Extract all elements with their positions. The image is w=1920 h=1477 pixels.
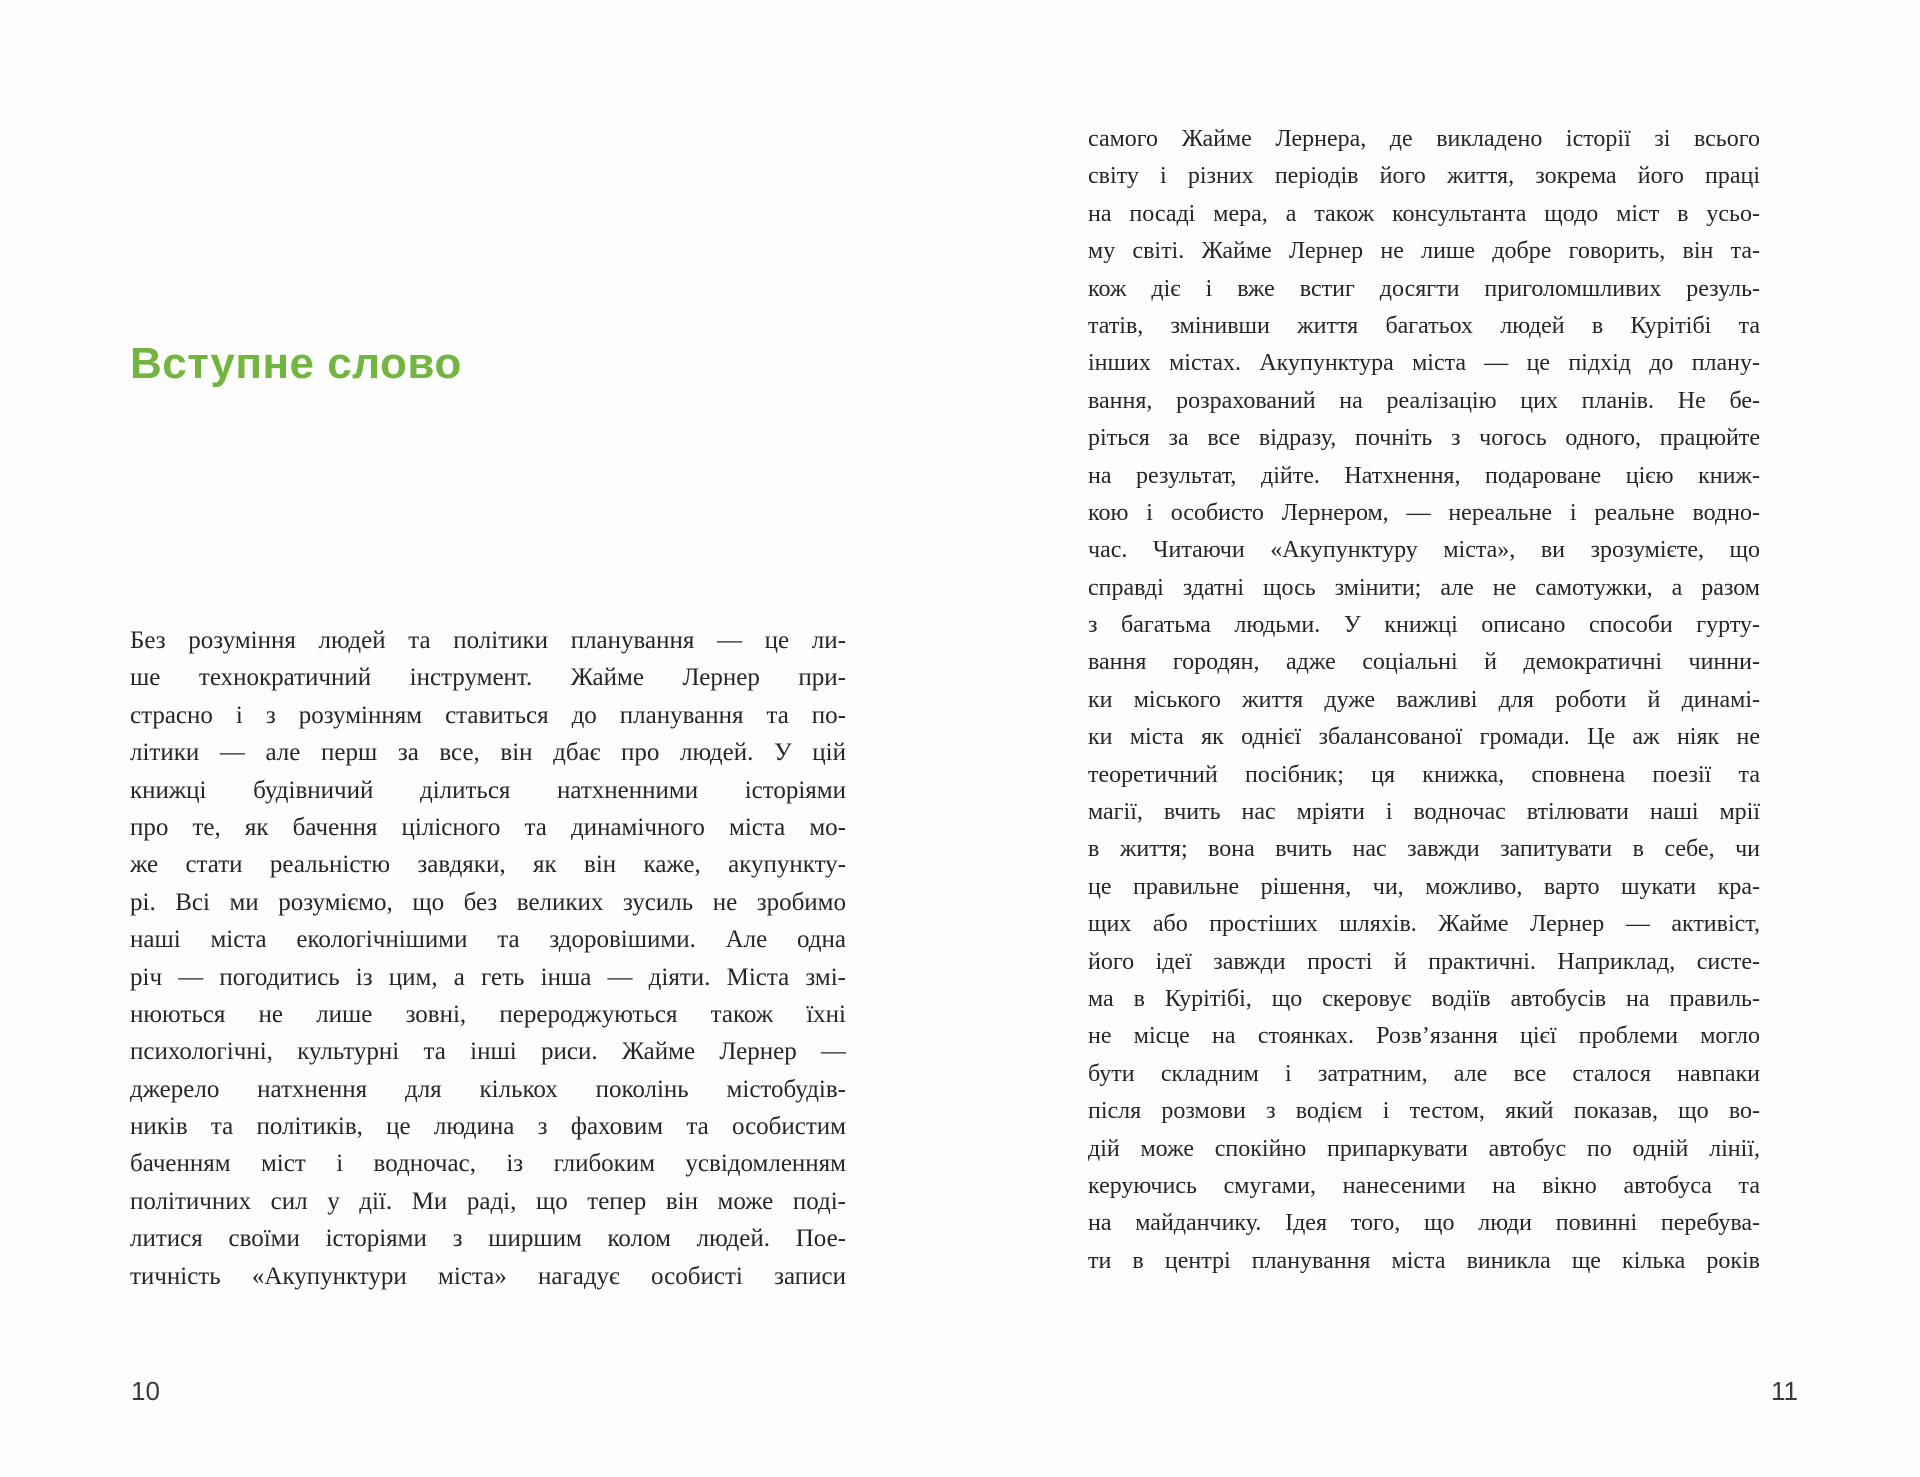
text-line: річ — погодитись із цим, а геть інша — діяти. Міста змі-: [130, 963, 846, 991]
text-line: на майданчику. Ідея того, що люди повинні перебува-: [1088, 1210, 1760, 1237]
text-line: не місце на стоянках. Розв’язання цієї проблеми могло: [1088, 1023, 1760, 1050]
text-line: ріться за все відразу, почніть з чогось одного, працюйте: [1088, 425, 1760, 452]
text-line: му світі. Жайме Лернер не лише добре говорить, він та-: [1088, 238, 1760, 265]
text-line: нюються не лише зовні, перероджуються також їхні: [130, 1000, 846, 1028]
right-page-body-text: [1088, 121, 1760, 1280]
text-line: ше технократичний інструмент. Жайме Лернер при-: [130, 664, 846, 692]
text-line: після розмови з водієм і тестом, який показав, що во-: [1088, 1098, 1760, 1125]
text-line: це правильне рішення, чи, можливо, варто шукати кра-: [1088, 873, 1760, 900]
text-line: на посаді мера, а також консультанта щодо міст в усьо-: [1088, 200, 1760, 227]
text-line: татів, змінивши життя багатьох людей в Курітібі та: [1088, 312, 1760, 339]
text-line: політичних сил у дії. Ми раді, що тепер він може поді-: [130, 1187, 846, 1215]
text-line: на результат, дійте. Натхнення, подароване цією книж-: [1088, 462, 1760, 489]
text-line: тичність «Акупунктури міста» нагадує особисті записи: [130, 1262, 846, 1290]
text-line: Без розуміння людей та політики планування — це ли-: [130, 627, 846, 654]
text-line: в життя; вона вчить нас завжди запитувати в себе, чи: [1088, 836, 1760, 863]
chapter-heading: Вступне слово: [130, 339, 462, 388]
page-number-left: 10: [131, 1376, 160, 1406]
text-line: наші міста екологічнішими та здоровішими. Але одна: [130, 926, 846, 954]
text-line: літики — але перш за все, він дбає про людей. У цій: [130, 739, 846, 767]
text-line: джерело натхнення для кількох поколінь містобудів-: [130, 1075, 846, 1103]
text-line: теоретичний посібник; ця книжка, сповнена поезії та: [1088, 761, 1760, 788]
text-line: психологічні, культурні та інші риси. Жайме Лернер —: [130, 1038, 846, 1066]
text-line: баченням міст і водночас, із глибоким усвідомленням: [130, 1150, 846, 1178]
text-line: самого Жайме Лернера, де викладено історії зі всього: [1088, 126, 1760, 152]
text-line: вання городян, адже соціальні й демократичні чинни-: [1088, 649, 1760, 676]
text-line: кож діє і вже встиг досягти приголомшливих резуль-: [1088, 275, 1760, 302]
text-line: керуючись смугами, нанесеними на вікно автобуса та: [1088, 1172, 1760, 1199]
text-line: ти в центрі планування міста виникла ще кілька років: [1088, 1247, 1760, 1274]
text-line: бути складним і затратним, але все сталося навпаки: [1088, 1060, 1760, 1087]
text-line: час. Читаючи «Акупунктуру міста», ви зрозумієте, що: [1088, 537, 1760, 564]
text-line: рі. Всі ми розуміємо, що без великих зусиль не зробимо: [130, 888, 846, 916]
text-line: магії, вчить нас мріяти і водночас втілювати наші мрії: [1088, 799, 1760, 826]
text-line: же стати реальністю завдяки, як він каже, акупункту-: [130, 851, 846, 879]
text-line: ма в Курітібі, що скеровує водіїв автобусів на правиль-: [1088, 985, 1760, 1012]
text-line: з багатьма людьми. У книжці описано способи гурту-: [1088, 612, 1760, 639]
text-line: ки міста як однієї збалансованої громади. Це аж ніяк не: [1088, 724, 1760, 751]
text-line: вання, розрахований на реалізацію цих планів. Не бе-: [1088, 387, 1760, 414]
text-line: інших містах. Акупунктура міста — це підхід до плану-: [1088, 350, 1760, 377]
text-line: справді здатні щось змінити; але не самотужки, а разом: [1088, 574, 1760, 601]
left-page-body-text: [130, 622, 846, 1295]
text-line: його ідеї завжди прості й практичні. Наприклад, систе-: [1088, 948, 1760, 975]
text-line: про те, як бачення цілісного та динамічного міста мо-: [130, 813, 846, 841]
text-line: ників та політиків, це людина з фаховим та особистим: [130, 1113, 846, 1141]
text-line: світу і різних періодів його життя, зокрема його праці: [1088, 163, 1760, 190]
text-line: щих або простіших шляхів. Жайме Лернер — активіст,: [1088, 911, 1760, 938]
text-line: дій може спокійно припаркувати автобус по одній лінії,: [1088, 1135, 1760, 1162]
text-line: книжці будівничий ділиться натхненними історіями: [130, 776, 846, 804]
text-line: страсно і з розумінням ставиться до планування та по-: [130, 701, 846, 729]
text-line: литися своїми історіями з ширшим колом людей. Пое-: [130, 1225, 846, 1253]
text-line: ки міського життя дуже важливі для роботи й динамі-: [1088, 686, 1760, 713]
page-number-right: 11: [1771, 1376, 1798, 1406]
text-line: кою і особисто Лернером, — нереальне і реальне водно-: [1088, 499, 1760, 526]
